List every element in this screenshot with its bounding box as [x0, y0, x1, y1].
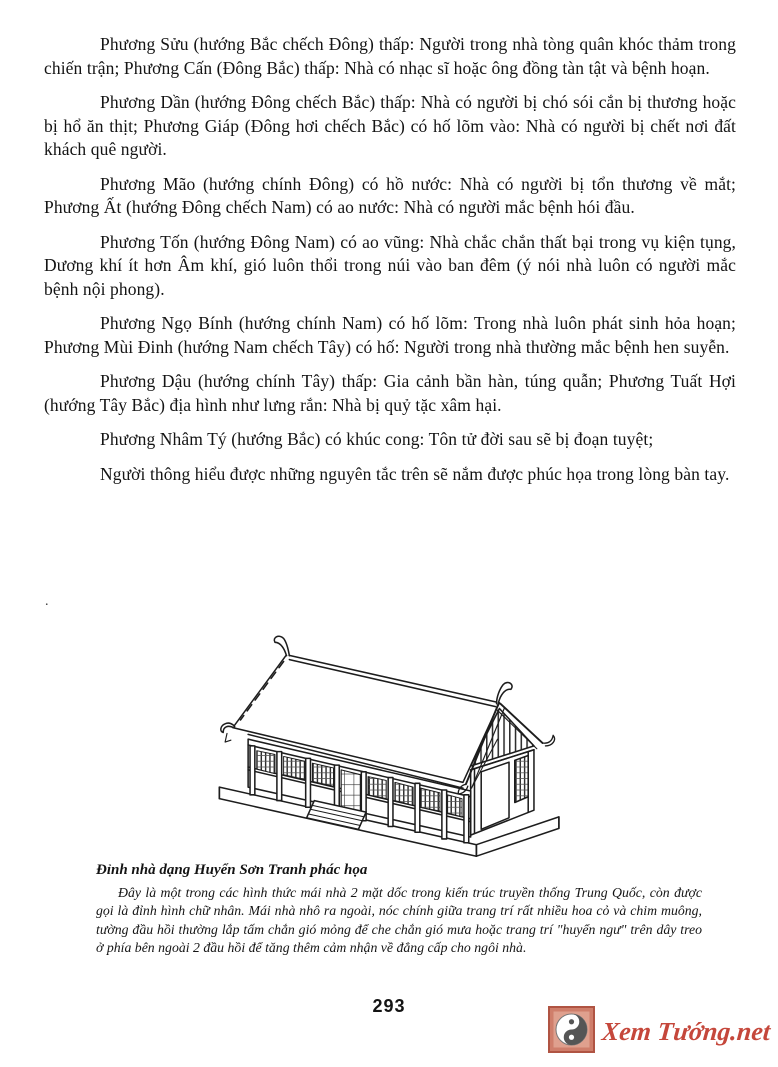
paragraph: Phương Tốn (hướng Đông Nam) có ao vũng: Nhà chắc chắn thất bại trong vụ kiện tụng, Dương khí ít hơn Âm khí, gió luôn thổi trong núi vào ban đêm (ý nói nhà luôn có người mắc bệnh nội phong).: [44, 231, 736, 299]
yin-yang-icon: [548, 1006, 595, 1058]
paragraph: Phương Dần (hướng Đông chếch Bắc) thấp: Nhà có người bị chó sói cắn bị thương hoặc bị hổ ăn thịt; Phương Giáp (Đông hơi chếch Bắc) có hố lõm vào: Nhà có người bị chết nơi đất khách quê người.: [44, 92, 736, 159]
paragraph: Phương Mão (hướng chính Đông) có hồ nước: Nhà có người bị tổn thương về mắt; Phương Ất (hướng Đông chếch Nam) có ao nước: Nhà có người mắc bệnh hói đầu.: [44, 173, 736, 217]
paragraph: Phương Ngọ Bính (hướng chính Nam) có hố lõm: Trong nhà luôn phát sinh hỏa hoạn; Phương Mùi Đinh (hướng Nam chếch Tây) có hố: Người trong nhà thường mắc bệnh hen suyễn.: [44, 313, 736, 357]
watermark: [548, 1006, 770, 1058]
body-text: [0, 0, 778, 486]
house-illustration: [182, 626, 602, 861]
paragraph: Phương Nhâm Tý (hướng Bắc) có khúc cong: Tôn tử đời sau sẽ bị đoạn tuyệt;: [100, 429, 654, 449]
watermark-text: Xem Tướng.net: [600, 1017, 772, 1046]
figure-caption-title: Đỉnh nhà dạng Huyển Sơn Tranh phác họa: [96, 862, 368, 878]
paragraph: Phương Dậu (hướng chính Tây) thấp: Gia cảnh bần hàn, túng quẫn; Phương Tuất Hợi (hướng Tây Bắc) địa hình như lưng rắn: Nhà bị quỷ tặc xâm hại.: [44, 371, 736, 415]
figure-caption-body: Đây là một trong các hình thức mái nhà 2 mặt dốc trong kiến trúc truyền thống Trung Quốc, còn được gọi là đỉnh hình chữ nhân. Mái nhà nhô ra ngoài, nóc chính giữa trang trí rất nhiều hoa cỏ và chim muông, tường đầu hồi thường lắp tấm chắn gió mỏng để che chắn gió mưa hoặc trang trí "huyển ngư" trên dây treo ở phía bên ngoài 2 đầu hồi để tăng thêm cảm nhận về đẳng cấp cho ngôi nhà.: [96, 885, 702, 956]
page-number: 293: [372, 996, 406, 1016]
scan-stray-mark: .: [45, 594, 49, 609]
gable-roof-house-drawing: [182, 626, 602, 861]
paragraph: Phương Sửu (hướng Bắc chếch Đông) thấp: Người trong nhà tòng quân khóc thảm trong chiến trận; Phương Cấn (Đông Bắc) thấp: Nhà có nhạc sĩ hoặc ông đồng tàn tật và bệnh hoạn.: [44, 34, 736, 78]
figure-caption: [96, 862, 702, 958]
paragraph: Người thông hiểu được những nguyên tắc trên sẽ nắm được phúc họa trong lòng bàn tay.: [100, 463, 730, 484]
